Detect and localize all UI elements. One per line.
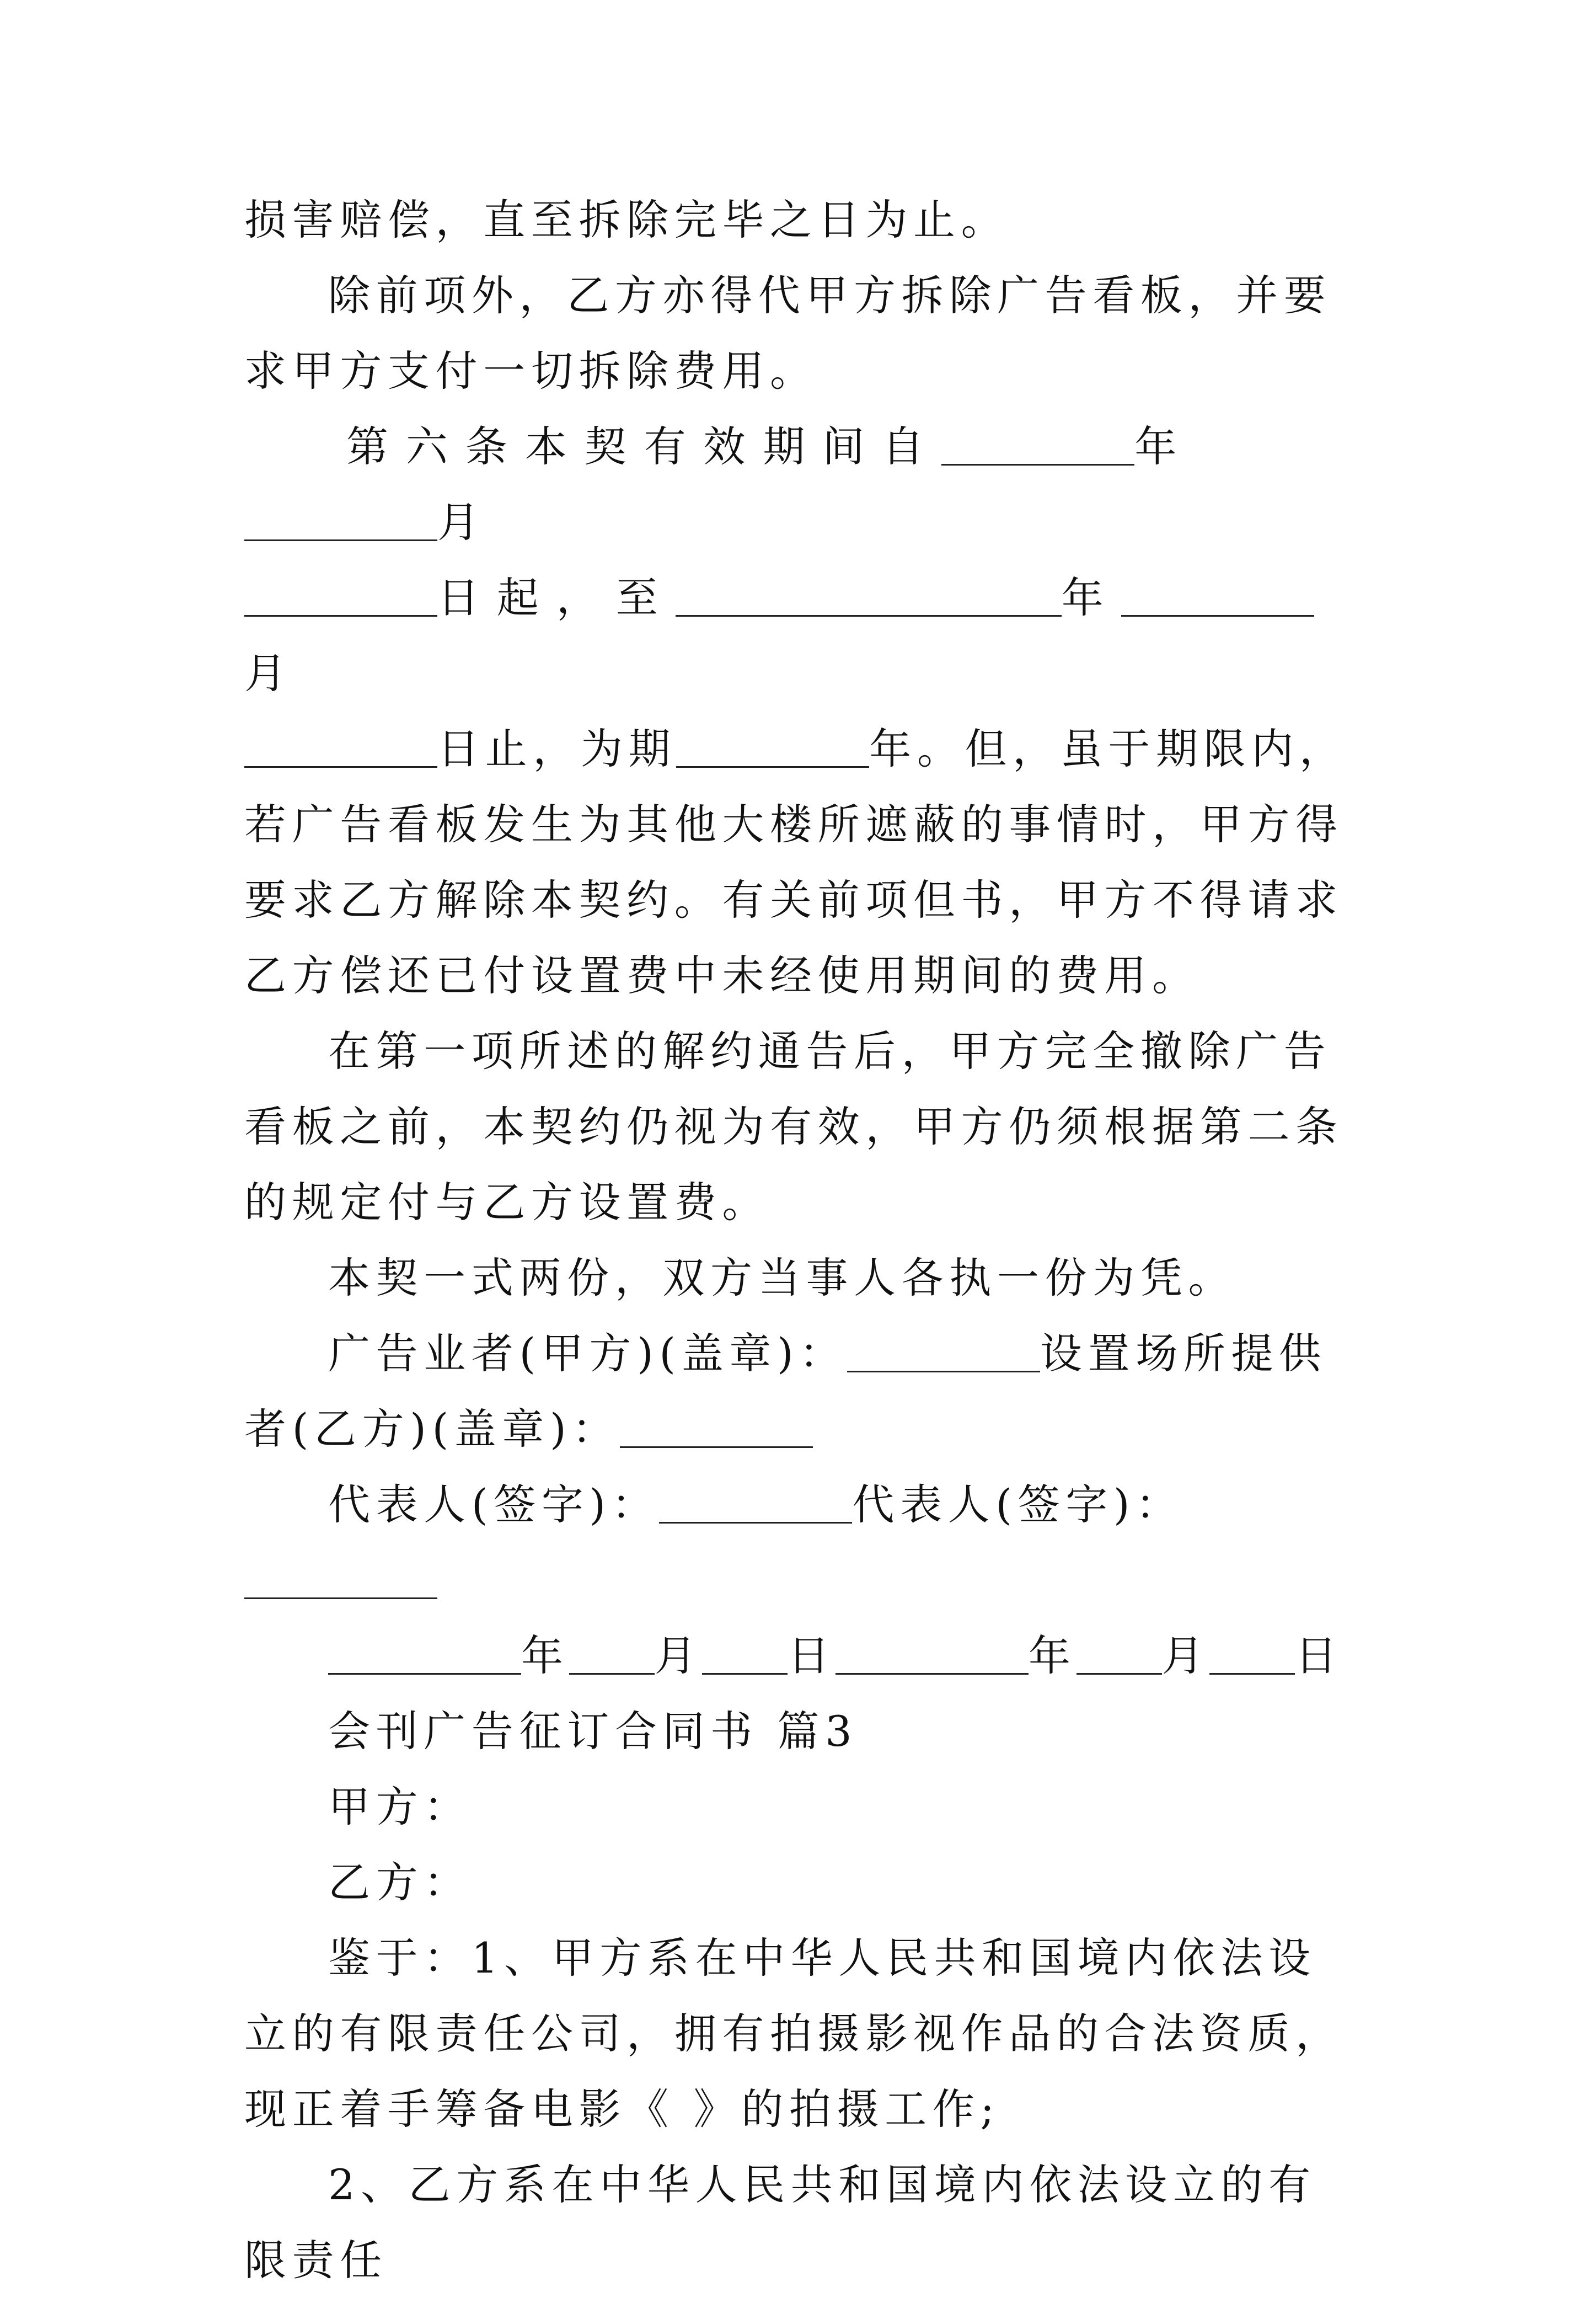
- blank-rep-a: [659, 1489, 852, 1524]
- paragraph-notice: 在第一项所述的解约通告后，甲方完全撤除广告看板之前，本契约仍视为有效，甲方仍须根据第二条的规定付与乙方设置费。: [244, 1027, 1343, 1227]
- party-a-line: 甲方：: [328, 1782, 472, 1831]
- signature-representatives: 代表人(签字)： 代表人(签字)：: [244, 1467, 1353, 1618]
- blank-date-b-month: [1077, 1640, 1162, 1675]
- blank-date-a-day: [702, 1640, 788, 1675]
- blank-date-a-year: [328, 1640, 521, 1675]
- blank-date-b-year: [836, 1640, 1029, 1675]
- blank-party-a-seal: [847, 1338, 1040, 1372]
- blank-end-year: [676, 582, 1062, 617]
- paragraph-damages: 损害赔偿，直至拆除完毕之日为止。: [244, 195, 1009, 244]
- blank-date-a-month: [569, 1640, 655, 1675]
- blank-term-years: [676, 733, 869, 768]
- paragraph-removal: 除前项外，乙方亦得代甲方拆除广告看板，并要求甲方支付一切拆除费用。: [244, 271, 1332, 396]
- blank-end-month: [1121, 582, 1314, 617]
- whereas-1: 鉴于：1、甲方系在中华人民共和国境内依法设立的有限责任公司，拥有拍摄影视作品的合法资质，现正着手筹备电影《 》的拍摄工作;: [244, 1933, 1343, 2134]
- paragraph-copies: 本契一式两份，双方当事人各执一份为凭。: [328, 1253, 1236, 1302]
- blank-date-b-day: [1209, 1640, 1295, 1675]
- article-6-heading: 第六条本契有效期间自: [346, 422, 942, 471]
- section-title-3: 会刊广告征订合同书 篇3: [328, 1707, 858, 1756]
- blank-rep-b: [244, 1564, 437, 1599]
- blank-party-b-seal: [620, 1413, 813, 1448]
- blank-start-day: [244, 582, 437, 617]
- article-6: 第六条本契有效期间自 年月 日起，至 年月 日止，为期 年。但，虽于期限内，若广告看板发生为其他大楼所遮蔽的事情时，甲方得要求乙方解除本契约。有关前项但书，甲方不得请求乙方偿还已付设置费中未经使用期间的费用。: [244, 422, 1347, 1000]
- signature-parties: 广告业者(甲方)(盖章)： 设置场所提供者(乙方)(盖章)：: [244, 1329, 1327, 1453]
- whereas-2: 2、乙方系在中华人民共和国境内依法设立的有限责任: [244, 2160, 1316, 2285]
- party-b-line: 乙方：: [328, 1858, 472, 1907]
- signature-dates: 年 月 日 年 月 日: [244, 1618, 1353, 1693]
- document-body: [244, 182, 1353, 2298]
- blank-end-day: [244, 733, 437, 768]
- blank-start-year: [941, 431, 1134, 466]
- blank-start-month: [244, 506, 437, 541]
